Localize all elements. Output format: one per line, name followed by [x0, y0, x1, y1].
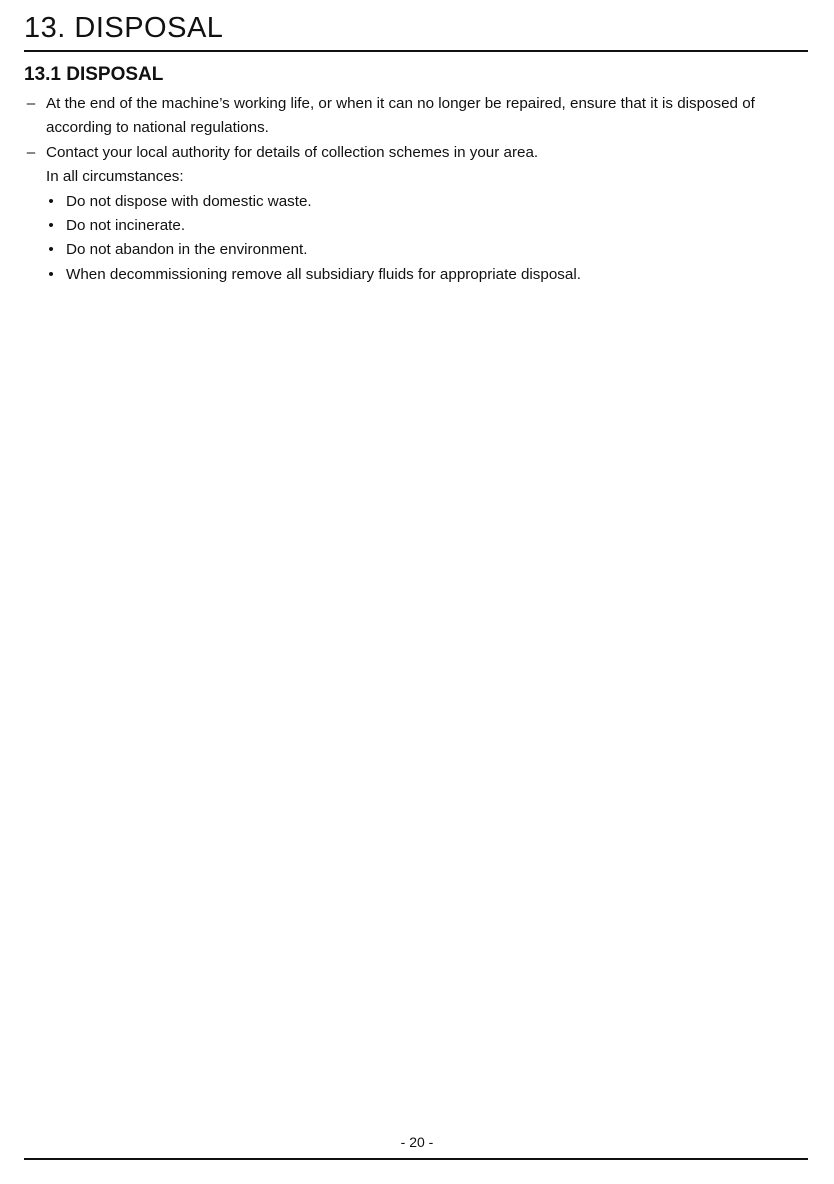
- bullet-marker: •: [48, 241, 54, 259]
- bullet-marker: •: [48, 217, 54, 235]
- list-item: [24, 214, 808, 238]
- list-item-text: When decommissioning remove all subsidiary fluids for appropriate disposal.: [66, 265, 581, 283]
- footer-divider: [24, 1158, 808, 1160]
- list-item-text: Do not dispose with domestic waste.: [66, 192, 312, 210]
- bullet-marker: •: [48, 265, 54, 283]
- page-number: - 20 -: [400, 1134, 434, 1150]
- dash-item: [24, 92, 808, 141]
- list-item-text: Do not incinerate.: [66, 217, 186, 235]
- list-item: [24, 190, 808, 214]
- page-title: 13. DISPOSAL: [24, 12, 224, 44]
- dash-item-text: At the end of the machine’s working life, or when it can no longer be repaired, ensure that it is disposed of according to national regulations.: [46, 95, 755, 137]
- dash-marker: –: [26, 143, 36, 161]
- title-divider: [24, 50, 808, 52]
- bullet-list: [24, 190, 808, 288]
- dash-item-text: Contact your local authority for details of collection schemes in your area.: [46, 143, 539, 161]
- section-body: [24, 92, 808, 287]
- dash-marker: –: [26, 95, 36, 112]
- bullet-marker: •: [48, 192, 54, 210]
- list-item: [24, 238, 808, 262]
- list-item-text: Do not abandon in the environment.: [66, 241, 308, 259]
- list-item: [24, 263, 808, 287]
- section-heading: 13.1 DISPOSAL: [24, 64, 164, 85]
- dash-item: [24, 141, 808, 165]
- circumstances-intro: In all circumstances:: [46, 168, 184, 186]
